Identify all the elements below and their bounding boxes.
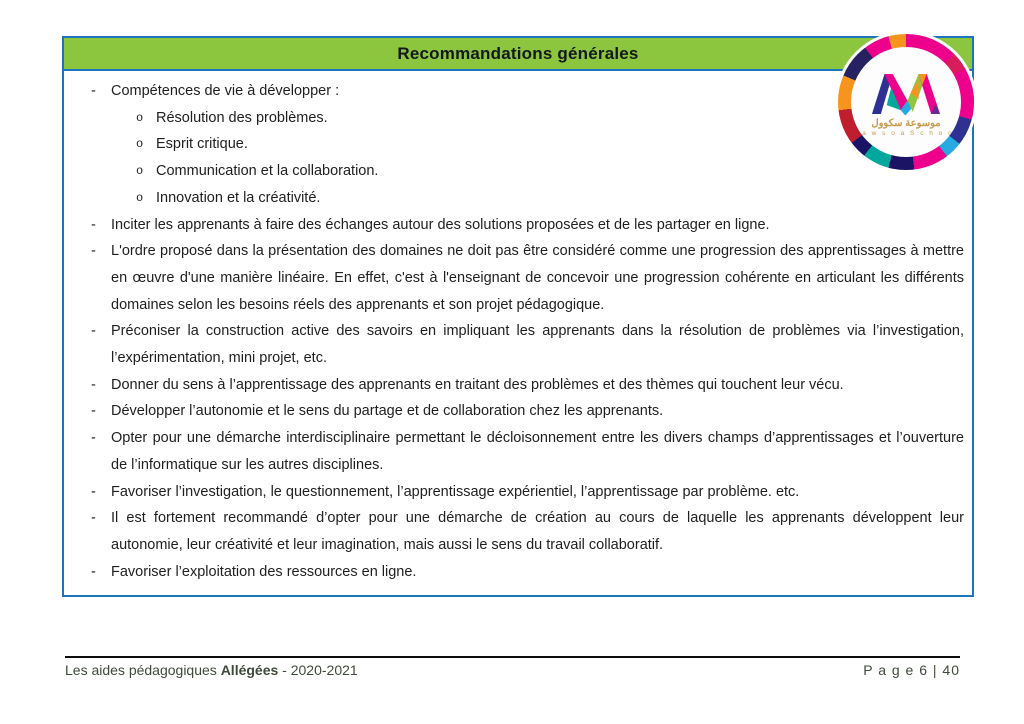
list-item-text: Inciter les apprenants à faire des échanges autour des solutions proposées et de les partager en ligne. xyxy=(111,216,770,233)
list-item-text: L'ordre proposé dans la présentation des domaines ne doit pas être considéré comme une progression des apprentissages à mettre en œuvre d'une manière linéaire. En effet, c'est à l'enseignant de concevoir une progression cohérente en articulant les différents domaines selon les besoins réels des apprenants et son projet pédagogique. xyxy=(111,243,964,313)
list-item-text: Communication et la collaboration. xyxy=(156,163,379,180)
list-item-text: Compétences de vie à développer : xyxy=(111,83,340,99)
list-item xyxy=(64,559,966,586)
list-item xyxy=(64,398,966,425)
circle-bullet: o xyxy=(136,137,144,152)
footer-divider xyxy=(65,656,960,658)
list-item-text: Innovation et la créativité. xyxy=(156,189,321,206)
list-item-text: Préconiser la construction active des savoirs en impliquant les apprenants dans la résolution de problèmes via l’investigation, l’expérimentation, mini projet, etc. xyxy=(111,323,964,367)
list-item-text: Favoriser l’exploitation des ressources en ligne. xyxy=(111,563,417,580)
list-item xyxy=(64,238,966,318)
list-item xyxy=(64,425,966,478)
list-item-text: Résolution des problèmes. xyxy=(156,109,328,126)
dash-bullet: - xyxy=(91,323,96,340)
list-item-text: Donner du sens à l’apprentissage des apprenants en traitant des problèmes et des thèmes qui touchent leur vécu. xyxy=(111,376,844,393)
recommendations-list xyxy=(64,71,972,595)
page-footer xyxy=(65,662,960,678)
sub-list-item xyxy=(64,158,966,185)
list-item xyxy=(64,212,966,239)
section-title: Recommandations générales xyxy=(397,44,639,63)
circle-bullet: o xyxy=(136,110,144,125)
list-item-text: Favoriser l’investigation, le questionnement, l’apprentissage expérientiel, l’apprentissage par problème. etc. xyxy=(111,483,800,500)
circle-bullet: o xyxy=(136,190,144,205)
dash-bullet: - xyxy=(91,563,96,580)
circle-bullet: o xyxy=(136,164,144,179)
logo-m-icon xyxy=(869,71,943,117)
dash-bullet: - xyxy=(91,83,96,99)
dash-bullet: - xyxy=(91,403,96,420)
dash-bullet: - xyxy=(91,483,96,500)
page-number: P a g e 6 | 40 xyxy=(863,662,960,678)
dash-bullet: - xyxy=(91,243,96,260)
sub-list-item xyxy=(64,105,966,132)
list-item-text: Esprit critique. xyxy=(156,136,248,153)
list-item-text: Il est fortement recommandé d’opter pour une démarche de création au cours de laquelle les apprenants développent leur autonomie, leur créativité et leur imagination, mais aussi le sens du travail collaboratif. xyxy=(111,510,964,553)
footer-title-prefix: Les aides pédagogiques xyxy=(65,662,221,678)
list-item xyxy=(64,318,966,371)
dash-bullet: - xyxy=(91,376,96,393)
dash-bullet: - xyxy=(91,216,96,233)
sub-list-item xyxy=(64,131,966,158)
list-item xyxy=(64,479,966,506)
recommendations-box xyxy=(62,36,974,597)
sub-list-item xyxy=(64,185,966,212)
section-header xyxy=(64,38,972,71)
logo-arabic-text: موسوعة سكوول xyxy=(871,117,941,129)
footer-title-bold: Allégées xyxy=(220,662,279,678)
mawsoa-school-logo-icon xyxy=(838,34,974,170)
logo-inner-circle xyxy=(851,47,961,157)
list-item-text: Développer l’autonomie et le sens du partage et de collaboration chez les apprenants. xyxy=(111,403,664,420)
list-item xyxy=(64,505,966,558)
list-item xyxy=(64,372,966,399)
footer-document-title xyxy=(65,662,358,678)
list-item-text: Opter pour une démarche interdisciplinaire permettant le décloisonnement entre les divers champs d’apprentissages et l’ouverture de l’informatique sur les autres disciplines. xyxy=(111,430,964,473)
dash-bullet: - xyxy=(91,430,96,447)
footer-title-suffix: - 2020-2021 xyxy=(278,662,358,678)
dash-bullet: - xyxy=(91,510,96,527)
logo-latin-text: M a w s o a S c h o o l xyxy=(851,129,961,137)
list-item xyxy=(64,78,966,105)
